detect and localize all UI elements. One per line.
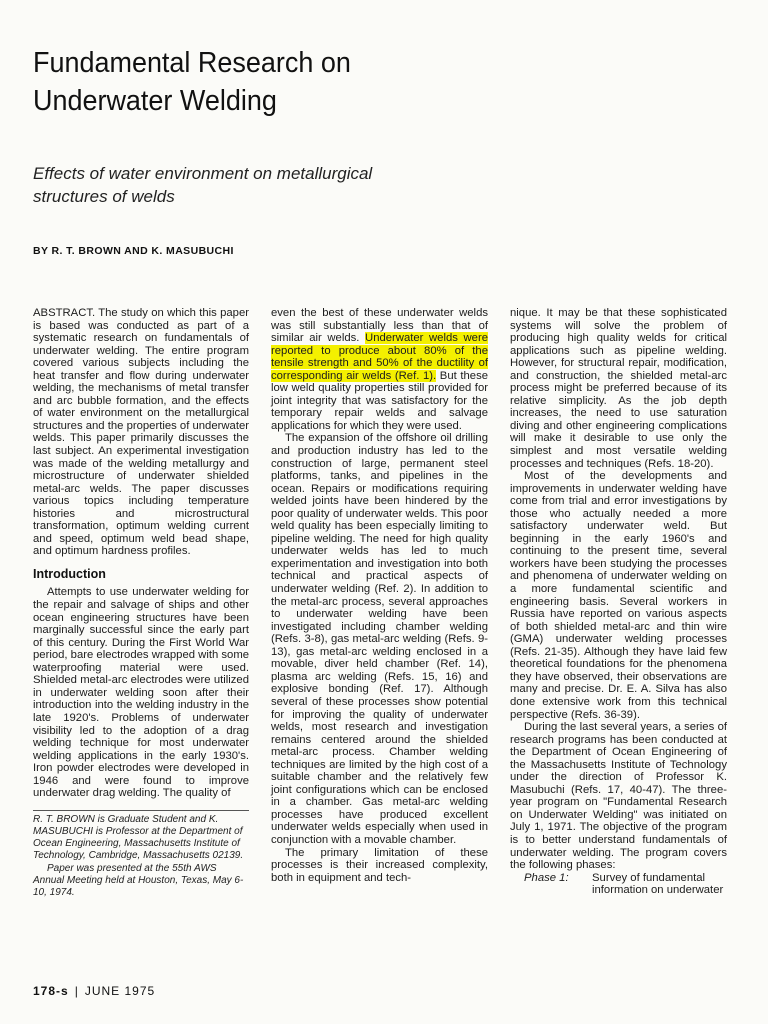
col2-paragraph-2: The expansion of the offshore oil drilling and production industry has led to the construction of large, permanent steel platforms, tanks, and pipelines in the ocean. Repairs or modifications requiring welded joints have been hindered by the poor quality of underwater welds. This poor weld quality has been especially limiting to pipeline welding. The need for high quality underwater welds has led to much experimentation and investigation into both technical and practical aspects of underwater welding (Ref. 2). In addition to the metal-arc process, several approaches to underwater welding have been investigated including chamber welding (Refs. 3-8), gas metal-arc welding (Refs. 9-13), gas metal-arc welding enclosed in a movable, diver held chamber (Ref. 14), plasma arc welding (Refs. 15, 16) and explosive bonding (Ref. 17). Although several of these processes show potential for improving the quality of underwater welds, most research and investigation remains centered around the shielded metal-arc process. Chamber welding techniques are limited by the high cost of a suitable chamber and the relatively few joint configurations which can be enclosed in a chamber. Gas metal-arc welding processes have produced excellent underwater welds especially when used in conjunction with a movable chamber.	[271, 432, 488, 846]
intro-paragraph-1: Attempts to use underwater welding for the repair and salvage of ships and other ocean engineering structures have been marginally successful since the early part of this century. During the First World War period, bare electrodes wrapped with some waterproofing material were used. Shielded metal-arc electrodes were utilized in underwater welding soon after their introduction into the welding industry in the late 1920's. Problems of underwater visibility led to the adoption of a drag welding technique for most underwater welding applications in the early 1930's. Iron powder electrodes were developed in 1946 and were found to improve underwater drag welding. The quality of	[33, 586, 250, 800]
title-line-2: Underwater Welding	[33, 85, 277, 117]
phase-1-text: Survey of fundamental information on underwater	[592, 871, 724, 897]
page-footer	[33, 984, 155, 998]
column-2	[271, 307, 488, 884]
title-line-1: Fundamental Research on	[33, 47, 351, 79]
footer-separator: |	[74, 984, 79, 998]
phase-1-label: Phase 1:	[524, 871, 569, 884]
column-1	[33, 307, 249, 899]
footnote-meeting: Paper was presented at the 55th AWS Annual Meeting held at Houston, Texas, May 6-10, 1974.	[33, 862, 244, 898]
page-number: 178-s	[33, 984, 69, 998]
col3-paragraph-1: nique. It may be that these sophisticated systems will solve the problem of producing high quality welds for critical applications such as pipeline welding. However, for structural repair, modification, and construction, the shielded metal-arc process might be preferred because of its relative simplicity. As the job depth increases, the need to use saturation diving and other engineering complications will make it desirable to use only the simplest and most versatile welding processes and techniques (Refs. 18-20).	[510, 307, 727, 470]
col2-text-before-highlight: even the best of these underwater welds was still substantially less than that of similar air welds.	[271, 307, 488, 345]
author-byline: BY R. T. BROWN AND K. MASUBUCHI	[33, 245, 234, 257]
col3-paragraph-3: During the last several years, a series of research programs has been conducted at the Department of Ocean Engineering of the Massachusetts Institute of Technology under the direction of Professor K. Masubuchi (Refs. 17, 40-47). The three-year program on "Fundamental Research on Underwater Welding" was initiated on July 1, 1971. The objective of the program is to better understand fundamentals of underwater welding. The program covers the following phases:	[510, 721, 727, 872]
col2-text-after-highlight: But these low weld quality properties still provided for joint integrity that was satisfactory for the temporary repair welds and salvage applications for which they were used.	[271, 369, 489, 432]
abstract-paragraph: ABSTRACT. The study on which this paper is based was conducted as part of a systematic research on fundamentals of underwater welding. The entire program covered various subjects including the heat transfer and flow during underwater welding, the mechanisms of metal transfer and arc bubble formation, and the effects of water environment on the metallurgical structures and the properties of underwater welds. This paper primarily discusses the last subject. An experimental investigation was made of the welding metallurgy and microstructure of underwater shielded metal-arc welds. The paper discusses various topics including temperature histories and microstructural transformation, optimum welding current and speed, optimum weld bead shape, and optimum hardness profiles.	[33, 307, 250, 558]
article-subtitle	[33, 162, 493, 208]
col2-paragraph-1	[271, 307, 488, 432]
column-3	[510, 307, 727, 897]
footnote-authors: R. T. BROWN is Graduate Student and K. MASUBUCHI is Professor at the Department of Ocean Engineering, Massachusetts Institute of Technology, Cambridge, Massachusetts 02139.	[33, 813, 244, 862]
col2-paragraph-3: The primary limitation of these processes is their increased complexity, both in equipment and tech-	[271, 846, 488, 884]
phase-1-item	[510, 872, 727, 897]
subtitle-line-1: Effects of water environment on metallurgical	[33, 164, 373, 183]
article-title	[33, 44, 424, 120]
issue-date: JUNE 1975	[84, 984, 156, 998]
col3-paragraph-2: Most of the developments and improvements in underwater welding have come from trial and error investigations by those who actually needed a more satisfactory underwater weld. But beginning in the early 1960's and continuing to the present time, several workers have been studying the processes and phenomena of underwater welding on a more fundamental scientific and engineering basis. Several workers in Russia have reported on various aspects of both shielded metal-arc and thin wire (GMA) underwater welding processes (Refs. 21-35). Although they have laid few theoretical foundations for the phenomena they have observed, their observations are many and precise. Dr. E. A. Silva has also done extensive work from this technical perspective (Refs. 36-39).	[510, 470, 727, 721]
highlighted-passage[interactable]: Underwater welds were reported to produce about 80% of the tensile strength and 50% of the ductility of corresponding air welds (Ref. 1).	[271, 332, 488, 382]
section-heading-introduction: Introduction	[33, 566, 106, 581]
footnote-divider	[33, 810, 249, 811]
subtitle-line-2: structures of welds	[33, 187, 175, 206]
